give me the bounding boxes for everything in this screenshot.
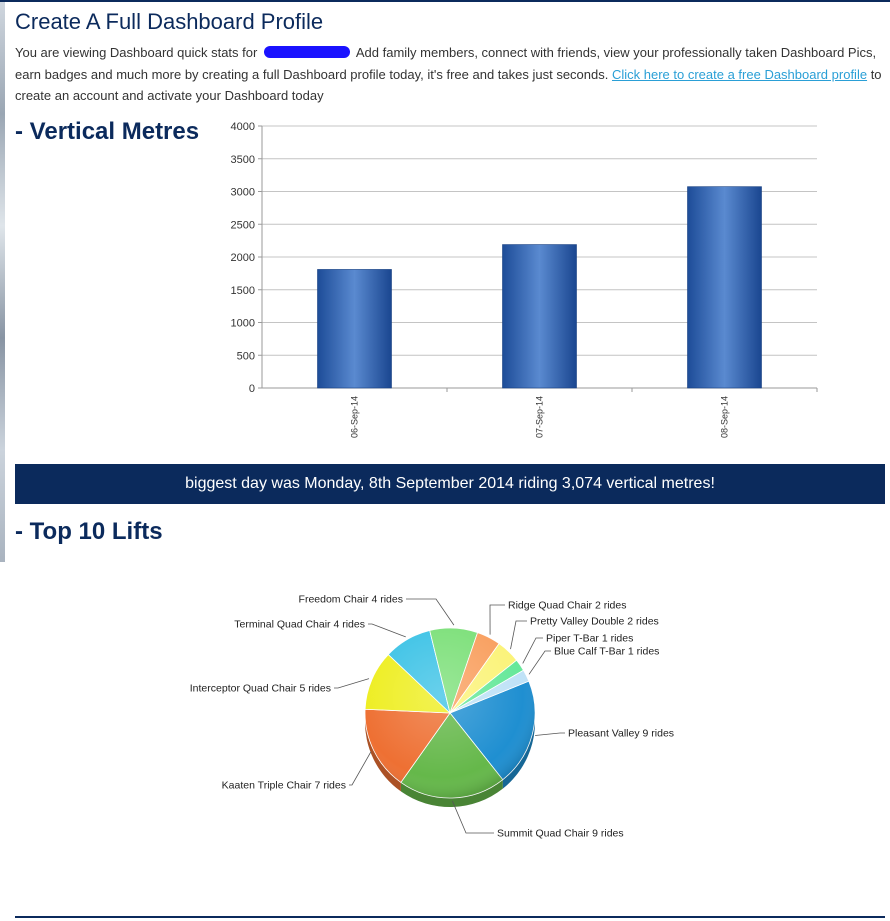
y-tick-label: 2500 — [230, 219, 255, 232]
pie-label: Interceptor Quad Chair 5 rides — [189, 682, 331, 695]
y-tick-label: 3500 — [230, 153, 255, 166]
pie-leader-line — [368, 624, 406, 637]
top-lifts-heading: - Top 10 Lifts — [15, 518, 163, 545]
y-tick-label: 500 — [236, 350, 255, 363]
bottom-rule — [15, 916, 885, 918]
pie-leader-line — [334, 679, 369, 688]
pie-label: Freedom Chair 4 rides — [298, 593, 403, 606]
pie-label: Pretty Valley Double 2 rides — [530, 615, 659, 628]
intro-after: Add family members, connect with friends, view your professionally taken Dashboard Pics, earn badges and much more by creating a full Dashboard profile today, it's free and takes just seconds. — [15, 45, 877, 82]
y-tick-label: 0 — [248, 383, 255, 395]
page-title: Create A Full Dashboard Profile — [15, 9, 324, 34]
x-tick-label: 07-Sep-14 — [534, 396, 545, 439]
biggest-day-banner: biggest day was Monday, 8th September 2014 riding 3,074 vertical metres! — [15, 464, 885, 504]
pie-leader-line — [490, 605, 505, 635]
y-tick-label: 1000 — [230, 317, 255, 330]
pie-label: Kaaten Triple Chair 7 rides — [221, 779, 346, 792]
y-tick-label: 1500 — [230, 284, 255, 297]
pie-label: Ridge Quad Chair 2 rides — [508, 599, 627, 612]
intro-before: You are viewing Dashboard quick stats for — [15, 45, 258, 60]
pie-leader-line — [529, 651, 551, 674]
pie-leader-line — [349, 752, 371, 785]
y-tick-label: 3000 — [230, 186, 255, 199]
pie-leader-line — [535, 733, 565, 736]
x-tick-label: 08-Sep-14 — [719, 396, 730, 439]
pie-label: Summit Quad Chair 9 rides — [497, 827, 624, 840]
pie-label: Blue Calf T-Bar 1 rides — [554, 645, 660, 658]
pie-leader-line — [406, 599, 454, 625]
pie-label: Terminal Quad Chair 4 rides — [234, 618, 365, 631]
pie-label: Pleasant Valley 9 rides — [568, 727, 675, 740]
y-tick-label: 2000 — [230, 252, 255, 264]
y-tick-label: 4000 — [230, 121, 255, 133]
pie-label: Piper T-Bar 1 rides — [546, 632, 634, 645]
pie-leader-line — [511, 621, 527, 649]
pie-leader-line — [523, 638, 543, 663]
create-profile-link[interactable]: Click here to create a free Dashboard profile — [611, 66, 868, 82]
intro-end: to create an account and activate your Dashboard today — [15, 66, 882, 103]
pie-highlight — [365, 628, 535, 798]
x-tick-label: 06-Sep-14 — [349, 396, 360, 439]
vertical-metres-heading: - Vertical Metres — [15, 118, 200, 145]
